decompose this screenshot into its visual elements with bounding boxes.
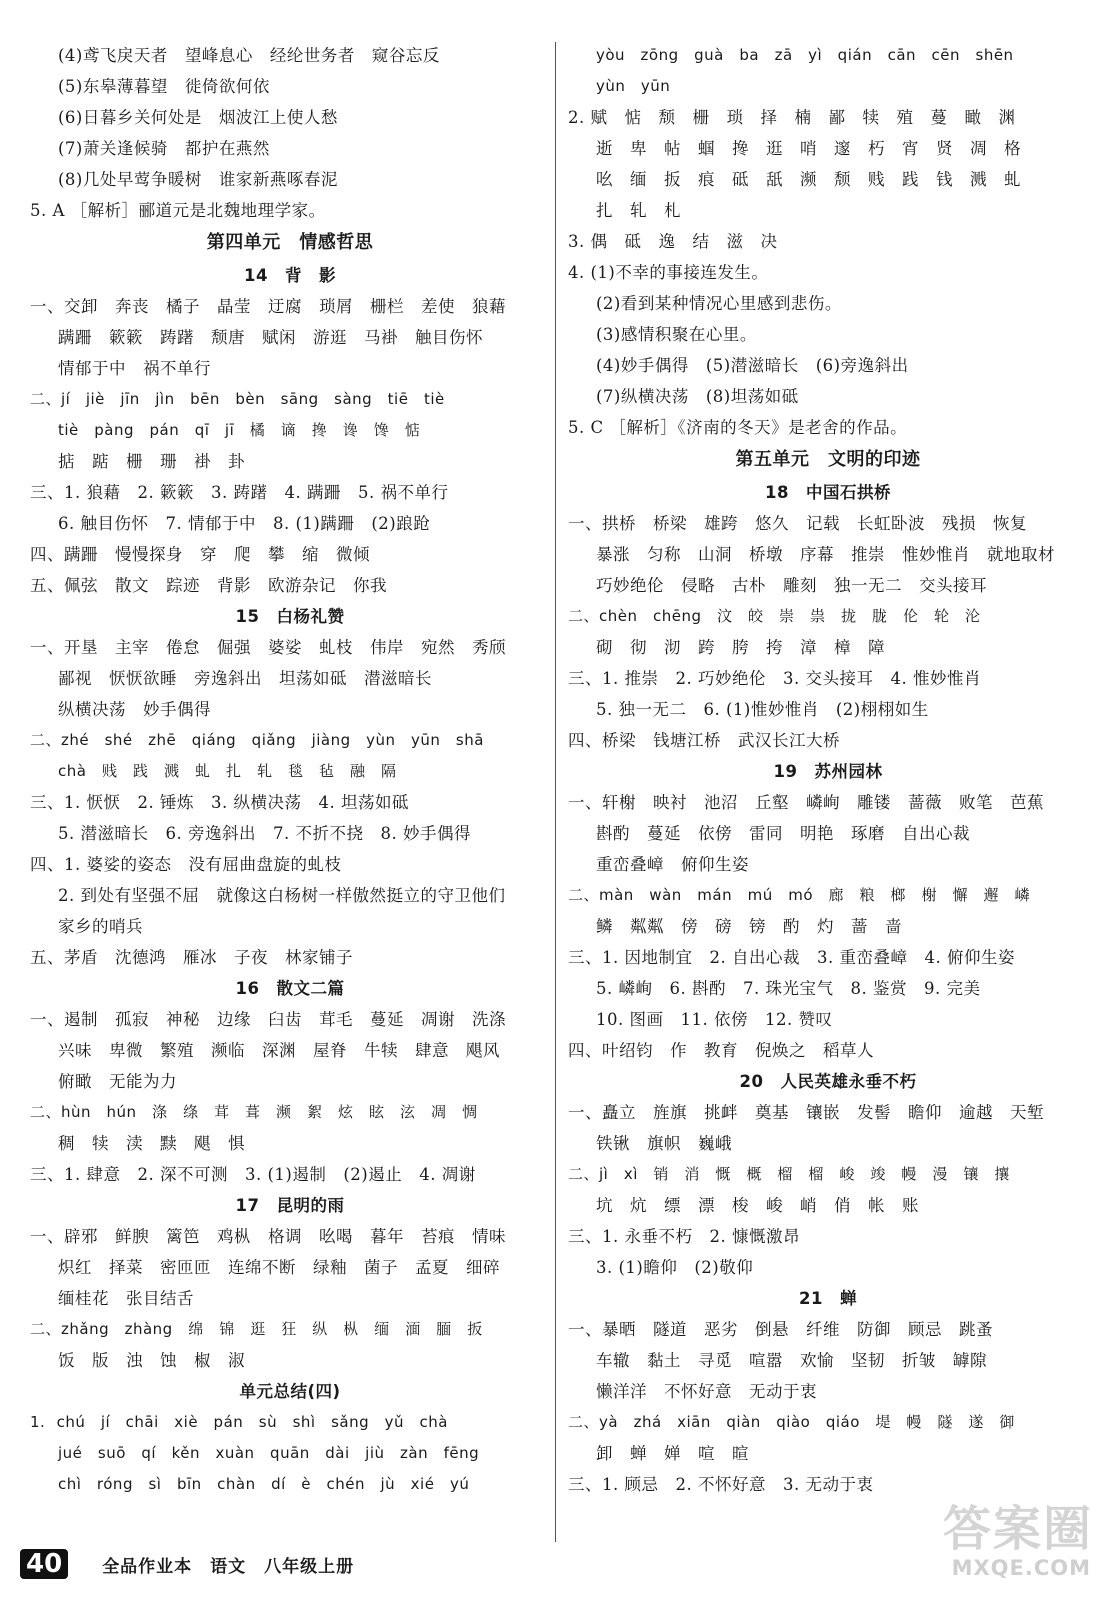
answer-line: 一、交卸 奔丧 橘子 晶莹 迂腐 琐屑 栅栏 差使 狼藉 [30, 297, 506, 316]
answer-line: 俯瞰 无能为力 [58, 1072, 177, 1091]
page-footer [20, 1544, 540, 1584]
answer-line: 一、拱桥 桥梁 雄跨 悠久 记载 长虹卧波 残损 恢复 [568, 514, 1027, 533]
watermark-url: MXQE.COM [951, 1556, 1091, 1580]
answer-line: 砌 彻 沏 跨 胯 挎 漳 樟 障 [596, 638, 885, 657]
answer-line: 斟酌 蔓延 依傍 雷同 明艳 琢磨 自出心裁 [596, 824, 970, 843]
answer-line: 车辙 黏土 寻觅 喧嚣 欢愉 坚韧 折皱 罅隙 [596, 1351, 987, 1370]
answer-line: 缅桂花 张目结舌 [58, 1289, 194, 1308]
answer-line: (4)妙手偶得 (5)潜滋暗长 (6)旁逸斜出 [596, 356, 909, 375]
answer-line: 巧妙绝伦 侵略 古朴 雕刻 独一无二 交头接耳 [596, 576, 987, 595]
answer-line: 三、1. 狼藉 2. 簌簌 3. 踌躇 4. 蹒跚 5. 祸不单行 [30, 483, 449, 502]
answer-line: 二、hùn hún 涤 绦 茸 葺 濒 絮 炫 眩 泫 凋 惆 [30, 1103, 478, 1121]
answer-line: 懒洋洋 不怀好意 无动于衷 [596, 1382, 817, 1401]
answer-line: 一、暴晒 隧道 恶劣 倒悬 纤维 防御 顾忌 跳蚤 [568, 1320, 993, 1339]
book-title: 全品作业本 语文 八年级上册 [102, 1556, 355, 1577]
unit-heading: 第五单元 文明的印迹 [735, 449, 921, 470]
answer-line: 一、辟邪 鲜腴 篱笆 鸡枞 格调 吆喝 暮年 苔痕 情味 [30, 1227, 506, 1246]
lesson-heading: 16 散文二篇 [235, 979, 345, 998]
answer-line: 二、chèn chēng 汶 皎 崇 祟 拢 胧 伦 轮 沦 [568, 607, 981, 625]
unit-heading: 第四单元 情感哲思 [206, 232, 374, 253]
answer-line: 饭 版 浊 蚀 椒 淑 [58, 1351, 245, 1370]
answer-line: 二、yà zhá xiān qiàn qiào qiáo 堤 幔 隧 遂 御 [568, 1413, 1015, 1431]
answer-line: 10. 图画 11. 依傍 12. 赞叹 [596, 1010, 833, 1029]
answer-line: 四、叶绍钧 作 教育 倪焕之 稻草人 [568, 1041, 874, 1060]
watermark-logo: 答案圈 [942, 1501, 1093, 1557]
answer-line: 掂 踮 栅 珊 褂 卦 [58, 452, 245, 471]
lesson-heading: 21 蝉 [799, 1289, 857, 1308]
answer-line: 暴涨 匀称 山洞 桥墩 序幕 推崇 惟妙惟肖 就地取材 [596, 545, 1055, 564]
answer-line: (7)萧关逢候骑 都护在燕然 [58, 139, 270, 158]
answer-line: 重峦叠嶂 俯仰生姿 [596, 855, 749, 874]
answer-line: (4)鸢飞戾天者 望峰息心 经纶世务者 窥谷忘反 [58, 46, 440, 65]
answer-line: (7)纵横决荡 (8)坦荡如砥 [596, 387, 799, 406]
answer-line: 1. chú jí chāi xiè pán sù shì sǎng yǔ chà [30, 1413, 448, 1431]
right-column [568, 40, 1088, 1500]
answer-line: 鄙视 恹恹欲睡 旁逸斜出 坦荡如砥 潜滋暗长 [58, 669, 432, 688]
answer-line: 四、蹒跚 慢慢探身 穿 爬 攀 缩 微倾 [30, 545, 370, 564]
answer-line: 5. 嶙峋 6. 斟酌 7. 珠光宝气 8. 鉴赏 9. 完美 [596, 979, 981, 998]
lesson-heading: 14 背 影 [244, 266, 336, 285]
answer-line: chà 贱 践 溅 虬 扎 轧 毯 毡 融 隔 [58, 762, 397, 780]
answer-line: 四、桥梁 钱塘江桥 武汉长江大桥 [568, 731, 840, 750]
answer-line: 五、茅盾 沈德鸿 雁冰 子夜 林家铺子 [30, 948, 353, 967]
answer-line: 三、1. 顾忌 2. 不怀好意 3. 无动于衷 [568, 1475, 874, 1494]
answer-line: 5. A ［解析］郦道元是北魏地理学家。 [30, 201, 326, 220]
answer-line: 四、1. 婆娑的姿态 没有屈曲盘旋的虬枝 [30, 855, 342, 874]
answer-line: jué suō qí kěn xuàn quān dài jiù zàn fēng [58, 1444, 480, 1462]
lesson-heading: 15 白杨礼赞 [235, 607, 345, 626]
answer-line: 三、1. 恹恹 2. 锤炼 3. 纵横决荡 4. 坦荡如砥 [30, 793, 409, 812]
answer-line: 三、1. 推崇 2. 巧妙绝伦 3. 交头接耳 4. 惟妙惟肖 [568, 669, 981, 688]
answer-line: 扎 轧 札 [596, 201, 681, 220]
answer-line: yùn yūn [596, 77, 671, 95]
answer-line: yòu zōng guà ba zā yì qián cān cēn shēn [596, 46, 1014, 64]
answer-line: 卸 蝉 婵 喧 暄 [596, 1444, 749, 1463]
answer-line: 一、轩榭 映衬 池沼 丘壑 嶙峋 雕镂 蔷薇 败笔 芭蕉 [568, 793, 1044, 812]
answer-line: 二、jí jiè jīn jìn bēn bèn sāng sàng tiē tiè [30, 390, 445, 408]
answer-line: 三、1. 永垂不朽 2. 慷慨激昂 [568, 1227, 800, 1246]
answer-line: 4. (1)不幸的事接连发生。 [568, 263, 769, 282]
answer-line: 吆 缅 扳 痕 砥 舐 濒 颓 贱 践 钱 溅 虬 [596, 170, 1021, 189]
answer-line: 三、1. 肆意 2. 深不可测 3. (1)遏制 (2)遏止 4. 凋谢 [30, 1165, 476, 1184]
answer-line: tiè pàng pán qī jī 橘 谪 搀 谗 馋 惦 [58, 421, 421, 439]
answer-line: 逝 卑 帖 蝈 搀 逛 哨 邃 朽 宵 贤 凋 格 [596, 139, 1021, 158]
lesson-heading: 18 中国石拱桥 [765, 483, 891, 502]
answer-line: 5. C ［解析］《济南的冬天》是老舍的作品。 [568, 418, 908, 437]
answer-line: 家乡的哨兵 [58, 917, 143, 936]
watermark [895, 1490, 1105, 1590]
answer-line: 鳞 粼粼 傍 磅 镑 酌 灼 蔷 啬 [596, 917, 902, 936]
answer-line: (2)看到某种情况心里感到悲伤。 [596, 294, 842, 313]
lesson-heading: 20 人民英雄永垂不朽 [739, 1072, 917, 1091]
answer-line: 情郁于中 祸不单行 [58, 359, 211, 378]
answer-line: 6. 触目伤怀 7. 情郁于中 8. (1)蹒跚 (2)踉跄 [58, 514, 431, 533]
answer-line: 兴味 卑微 繁殖 濒临 深渊 屋脊 牛犊 肆意 飓风 [58, 1041, 500, 1060]
answer-line: 5. 潜滋暗长 6. 旁逸斜出 7. 不折不挠 8. 妙手偶得 [58, 824, 471, 843]
answer-line: 炽红 择菜 密匝匝 连绵不断 绿釉 菌子 孟夏 细碎 [58, 1258, 500, 1277]
lesson-heading: 19 苏州园林 [773, 762, 883, 781]
answer-line: (5)东皋薄暮望 徙倚欲何依 [58, 77, 270, 96]
left-column [30, 40, 550, 1500]
answer-line: 2. 到处有坚强不屈 就像这白杨树一样傲然挺立的守卫他们 [58, 886, 506, 905]
answer-line: 一、矗立 旌旗 挑衅 奠基 镶嵌 发髻 瞻仰 逾越 天堑 [568, 1103, 1044, 1122]
answer-line: 3. 偶 砥 逸 结 滋 决 [568, 232, 778, 251]
answer-line: 二、zhǎng zhàng 绵 锦 逛 狂 纵 枞 缅 湎 腼 扳 [30, 1320, 483, 1338]
column-divider [555, 42, 556, 1542]
answer-line: 坑 炕 缥 漂 梭 峻 峭 俏 帐 账 [596, 1196, 919, 1215]
answer-line: 二、jì xì 销 消 慨 概 榴 榴 峻 竣 幔 漫 镶 攘 [568, 1165, 1010, 1183]
answer-line: 一、遏制 孤寂 神秘 边缘 臼齿 茸毛 蔓延 凋谢 洗涤 [30, 1010, 506, 1029]
lesson-heading: 17 昆明的雨 [235, 1196, 345, 1215]
answer-line: (8)几处早莺争暖树 谁家新燕啄春泥 [58, 170, 338, 189]
answer-line: 蹒跚 簌簌 踌躇 颓唐 赋闲 游逛 马褂 触目伤怀 [58, 328, 483, 347]
answer-line: (6)日暮乡关何处是 烟波江上使人愁 [58, 108, 338, 127]
answer-line: 3. (1)瞻仰 (2)敬仰 [596, 1258, 754, 1277]
answer-line: 纵横决荡 妙手偶得 [58, 700, 211, 719]
answer-line: 稠 犊 渎 黩 飓 惧 [58, 1134, 245, 1153]
answer-line: (3)感情积聚在心里。 [596, 325, 757, 344]
answer-line: chì róng sì bīn chàn dí è chén jù xié yú [58, 1475, 470, 1493]
lesson-heading: 单元总结(四) [239, 1382, 341, 1401]
page-number: 40 [20, 1549, 68, 1579]
answer-line: 2. 赋 惦 颓 栅 琐 择 楠 鄙 犊 殖 蔓 瞰 渊 [568, 108, 1016, 127]
answer-line: 三、1. 因地制宜 2. 自出心裁 3. 重峦叠嶂 4. 俯仰生姿 [568, 948, 1015, 967]
answer-line: 五、佩弦 散文 踪迹 背影 欧游杂记 你我 [30, 576, 387, 595]
answer-line: 5. 独一无二 6. (1)惟妙惟肖 (2)栩栩如生 [596, 700, 929, 719]
answer-line: 一、开垦 主宰 倦怠 倔强 婆娑 虬枝 伟岸 宛然 秀颀 [30, 638, 506, 657]
answer-line: 二、màn wàn mán mú mó 廊 粮 榔 榭 懈 邂 嶙 [568, 886, 1030, 904]
answer-line: 铁锹 旗帜 巍峨 [596, 1134, 732, 1153]
answer-line: 二、zhé shé zhē qiáng qiǎng jiàng yùn yūn shā [30, 731, 484, 749]
